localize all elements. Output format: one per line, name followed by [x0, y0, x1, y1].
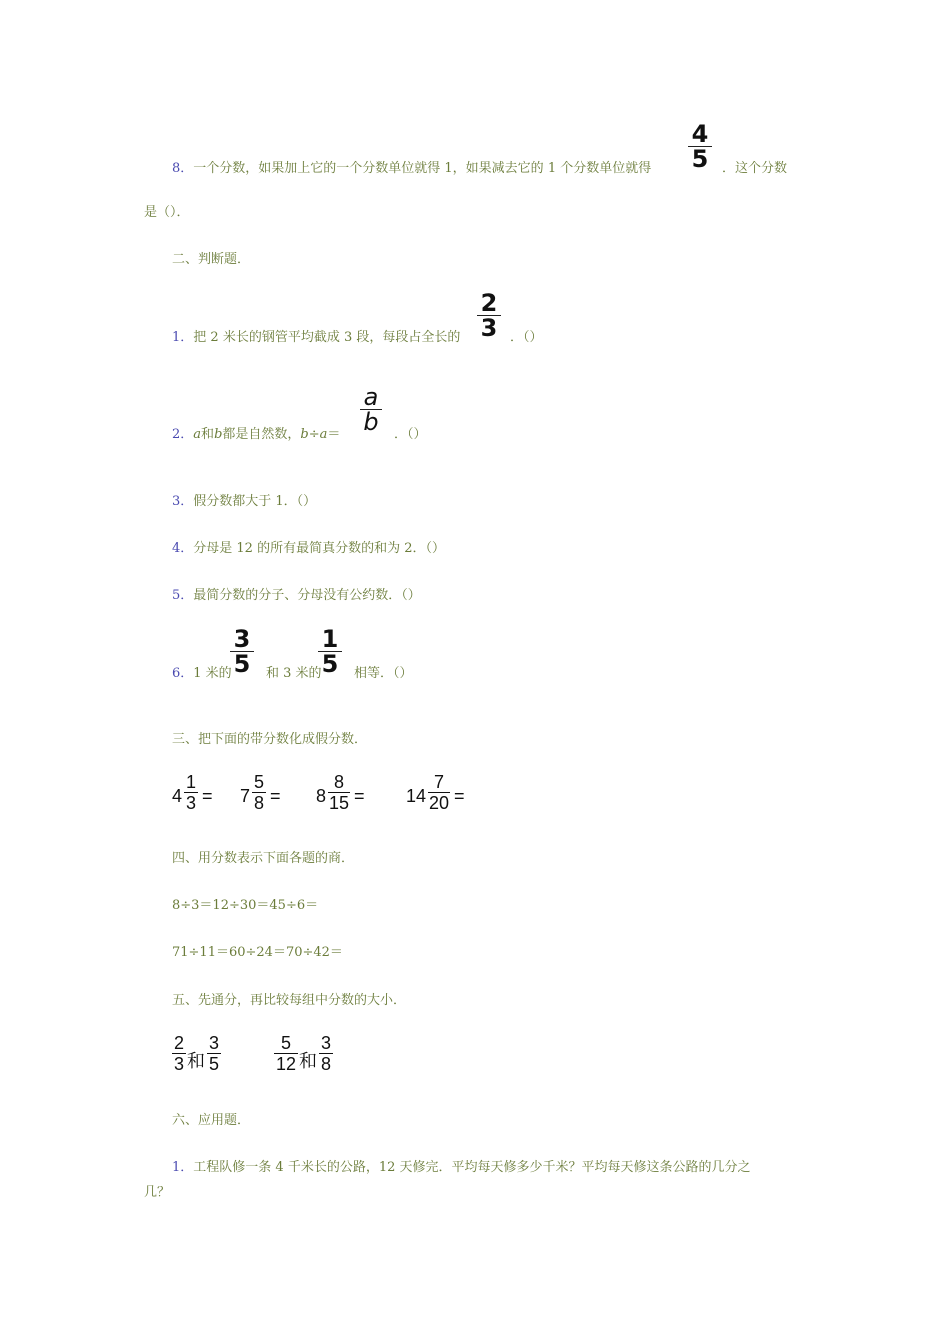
s2-item-2-fraction	[360, 385, 382, 434]
mixed-fraction-part	[184, 772, 198, 813]
s2-item-1-number: 1．	[172, 330, 194, 345]
mixed-denominator: 3	[185, 793, 196, 813]
section-4-title: 四、用分数表示下面各题的商．	[172, 851, 355, 866]
s6-q1-text: 工程队修一条 4 千米长的公路，12 天修完．平均每天修多少千米？平均每天修这条公路的几分之	[193, 1160, 751, 1175]
section-3-title: 三、把下面的带分数化成假分数．	[172, 732, 368, 747]
pair-numerator: 5	[280, 1033, 291, 1053]
s2-item-6-text: 1 米的	[193, 666, 232, 681]
s2-item-1-text: 把 2 米长的钢管平均截成 3 段，每段占全长的	[193, 330, 461, 345]
q8-text-cont: 是（）．	[144, 205, 190, 220]
s2-item-5	[172, 588, 421, 604]
mixed-numerator: 8	[333, 772, 344, 792]
section-6-title: 六、应用题．	[172, 1113, 251, 1128]
mixed-whole: 14	[406, 786, 427, 806]
q8-fraction-numerator: 4	[691, 120, 709, 148]
mixed-whole: 8	[316, 786, 327, 806]
s2-item-2-denominator: b	[363, 408, 379, 436]
pair-denominator: 3	[173, 1054, 184, 1074]
s2-item-3-number: 3．	[172, 494, 194, 509]
mixed-numerator: 7	[433, 772, 444, 792]
pair-fraction-b	[207, 1033, 221, 1074]
s2-item-1	[172, 330, 460, 346]
mixed-numerator: 1	[185, 772, 196, 792]
s2-item-2	[172, 427, 340, 443]
s6-q1	[172, 1160, 751, 1176]
mixed-denominator: 15	[328, 793, 350, 813]
s2-item-4	[172, 541, 445, 557]
mixed-denominator: 8	[253, 793, 264, 813]
s2-item-2-end: ．（）	[394, 427, 427, 442]
pair-connector: 和	[187, 1051, 205, 1071]
expr-a: a	[319, 427, 328, 442]
s2-item-2-number: 2．	[172, 427, 194, 442]
text-and: 和	[201, 427, 215, 442]
section-5-title: 五、先通分，再比较每组中分数的大小．	[172, 993, 407, 1008]
pair-fraction-b	[319, 1033, 333, 1074]
expr-op: ÷	[308, 427, 320, 442]
section-2-title: 二、判断题．	[172, 252, 251, 267]
pair-numerator: 2	[173, 1033, 184, 1053]
expr-b: b	[300, 427, 309, 442]
q8-text-end: ．这个分数	[722, 161, 788, 176]
mixed-whole: 7	[240, 786, 251, 806]
s2-item-3-text: 假分数都大于 1．（）	[193, 494, 317, 509]
mixed-fraction-part	[252, 772, 266, 813]
q8-number: 8．	[172, 161, 194, 176]
var-a: a	[193, 427, 202, 442]
s2-item-6-number: 6．	[172, 666, 194, 681]
equals-sign: =	[270, 786, 281, 806]
q8-fraction	[688, 122, 712, 171]
q8-text: 一个分数，如果加上它的一个分数单位就得 1，如果减去它的 1 个分数单位就得	[193, 161, 652, 176]
s2-item-6-fraction-2	[318, 627, 342, 676]
s2-item-6-frac2-numerator: 1	[321, 625, 339, 653]
s2-item-6-fraction-1	[230, 627, 254, 676]
pair-denominator: 8	[320, 1054, 331, 1074]
pair-fraction-a	[172, 1033, 186, 1074]
s2-item-6-frac1-denominator: 5	[233, 650, 251, 678]
pair-fraction-a	[274, 1033, 298, 1074]
s6-q1-cont: 几？	[144, 1185, 171, 1200]
mixed-fraction-part	[428, 772, 450, 813]
s2-item-6-frac2-denominator: 5	[321, 650, 339, 678]
s2-item-4-number: 4．	[172, 541, 194, 556]
pair-connector: 和	[299, 1051, 317, 1071]
s2-item-6-frac1-numerator: 3	[233, 625, 251, 653]
mixed-numerator: 5	[253, 772, 264, 792]
s2-item-6-mid: 和 3 米的	[266, 666, 322, 681]
mixed-fraction-part	[328, 772, 350, 813]
mixed-denominator: 20	[428, 793, 450, 813]
q8-fraction-denominator: 5	[691, 145, 709, 173]
s2-item-4-text: 分母是 12 的所有最简真分数的和为 2．（）	[193, 541, 445, 556]
var-b: b	[214, 427, 223, 442]
s2-item-1-denominator: 3	[480, 314, 498, 342]
s2-item-2-numerator: a	[363, 383, 379, 411]
s2-item-1-end: ．（）	[510, 330, 543, 345]
equals-sign: =	[354, 786, 365, 806]
s4-line-1: 8÷3＝12÷30＝45÷6＝	[172, 898, 319, 913]
s2-item-3	[172, 494, 316, 510]
s6-q1-number: 1．	[172, 1160, 194, 1175]
s2-item-5-number: 5．	[172, 588, 194, 603]
q8-line	[172, 161, 651, 177]
s2-item-5-text: 最简分数的分子、分母没有公约数．（）	[193, 588, 421, 603]
pair-denominator: 5	[208, 1054, 219, 1074]
equals-sign: =	[202, 786, 213, 806]
s2-item-2-text: 都是自然数，	[222, 427, 301, 442]
mixed-whole: 4	[172, 786, 183, 806]
pair-numerator: 3	[208, 1033, 219, 1053]
s2-item-6	[172, 666, 232, 682]
s2-item-6-end: 相等．（）	[354, 666, 413, 681]
s2-item-1-fraction	[477, 291, 501, 340]
s2-item-1-numerator: 2	[480, 289, 498, 317]
s4-line-2: 71÷11＝60÷24＝70÷42＝	[172, 945, 343, 960]
pair-denominator: 12	[275, 1054, 297, 1074]
expr-eq: ＝	[327, 427, 341, 442]
pair-numerator: 3	[320, 1033, 331, 1053]
equals-sign: =	[454, 786, 465, 806]
